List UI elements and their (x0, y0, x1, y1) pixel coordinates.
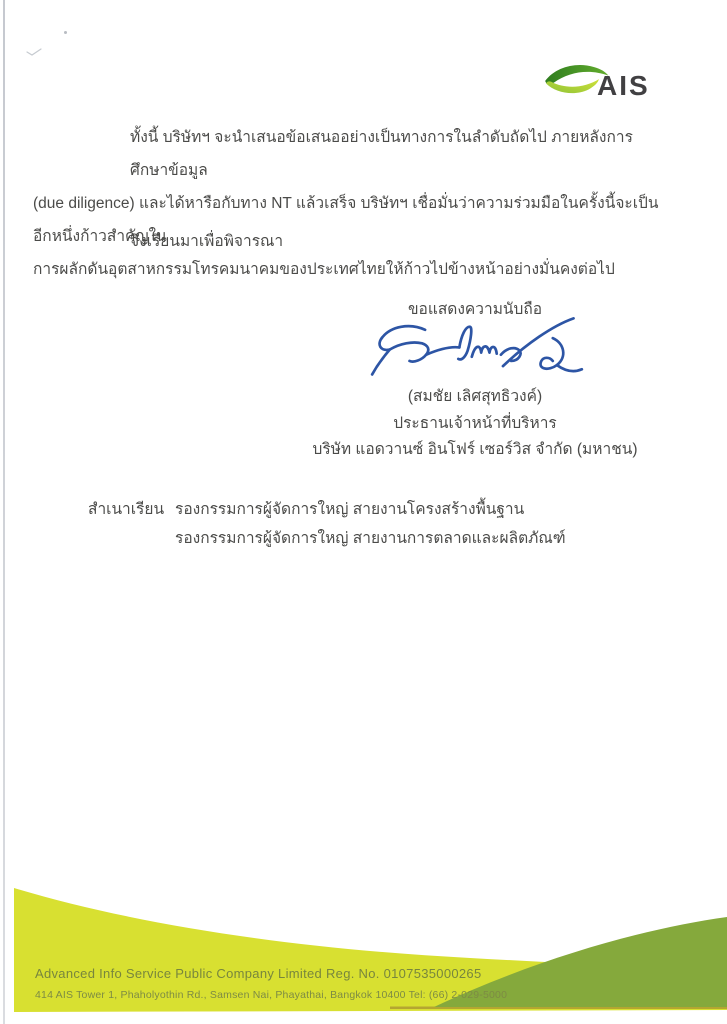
paragraph-line: (due diligence) และได้หารือกับทาง NT แล้วเสร็จ บริษัทฯ เชื่อมั่นว่าความร่วมมือในครั้งนี้จะเป็นอีกหนึ่งก้าวสำคัญใน (33, 195, 659, 245)
paragraph-line: การผลักดันอุตสาหกรรมโทรคมนาคมของประเทศไทยให้ก้าวไปข้างหน้าอย่างมั่นคงต่อไป (33, 261, 615, 278)
letter-body-paragraph (33, 121, 663, 286)
cc-label: สำเนาเรียน (88, 501, 165, 518)
footer-address: 414 AIS Tower 1, Phaholyothin Rd., Samsen Nai, Phayathai, Bangkok 10400 Tel: (66) 2-029-5000 (35, 989, 508, 1001)
cc-recipient: รองกรรมการผู้จัดการใหญ่ สายงานโครงสร้างพื้นฐาน (175, 501, 525, 518)
scan-pen-mark (26, 46, 42, 58)
signer-name: (สมชัย เลิศสุทธิวงค์) (407, 388, 543, 405)
closing-request-line: จึงเรียนมาเพื่อพิจารณา (130, 233, 284, 250)
sign-off-text: ขอแสดงความนับถือ (407, 301, 543, 318)
paragraph-line: ทั้งนี้ บริษัทฯ จะนำเสนอข้อเสนออย่างเป็นทางการในลำดับถัดไป ภายหลังการศึกษาข้อมูล (130, 129, 633, 179)
signer-company: บริษัท แอดวานซ์ อินโฟร์ เซอร์วิส จำกัด (มหาชน) (312, 441, 638, 458)
scan-speck (64, 31, 67, 34)
handwritten-signature (368, 314, 586, 384)
footer-company-registration: Advanced Info Service Public Company Limited Reg. No. 0107535000265 (35, 966, 482, 981)
cc-recipient: รองกรรมการผู้จัดการใหญ่ สายงานการตลาดและผลิตภัณฑ์ (175, 530, 566, 547)
signer-title: ประธานเจ้าหน้าที่บริหาร (393, 415, 557, 432)
ais-logo-wordmark: AIS (597, 70, 650, 101)
